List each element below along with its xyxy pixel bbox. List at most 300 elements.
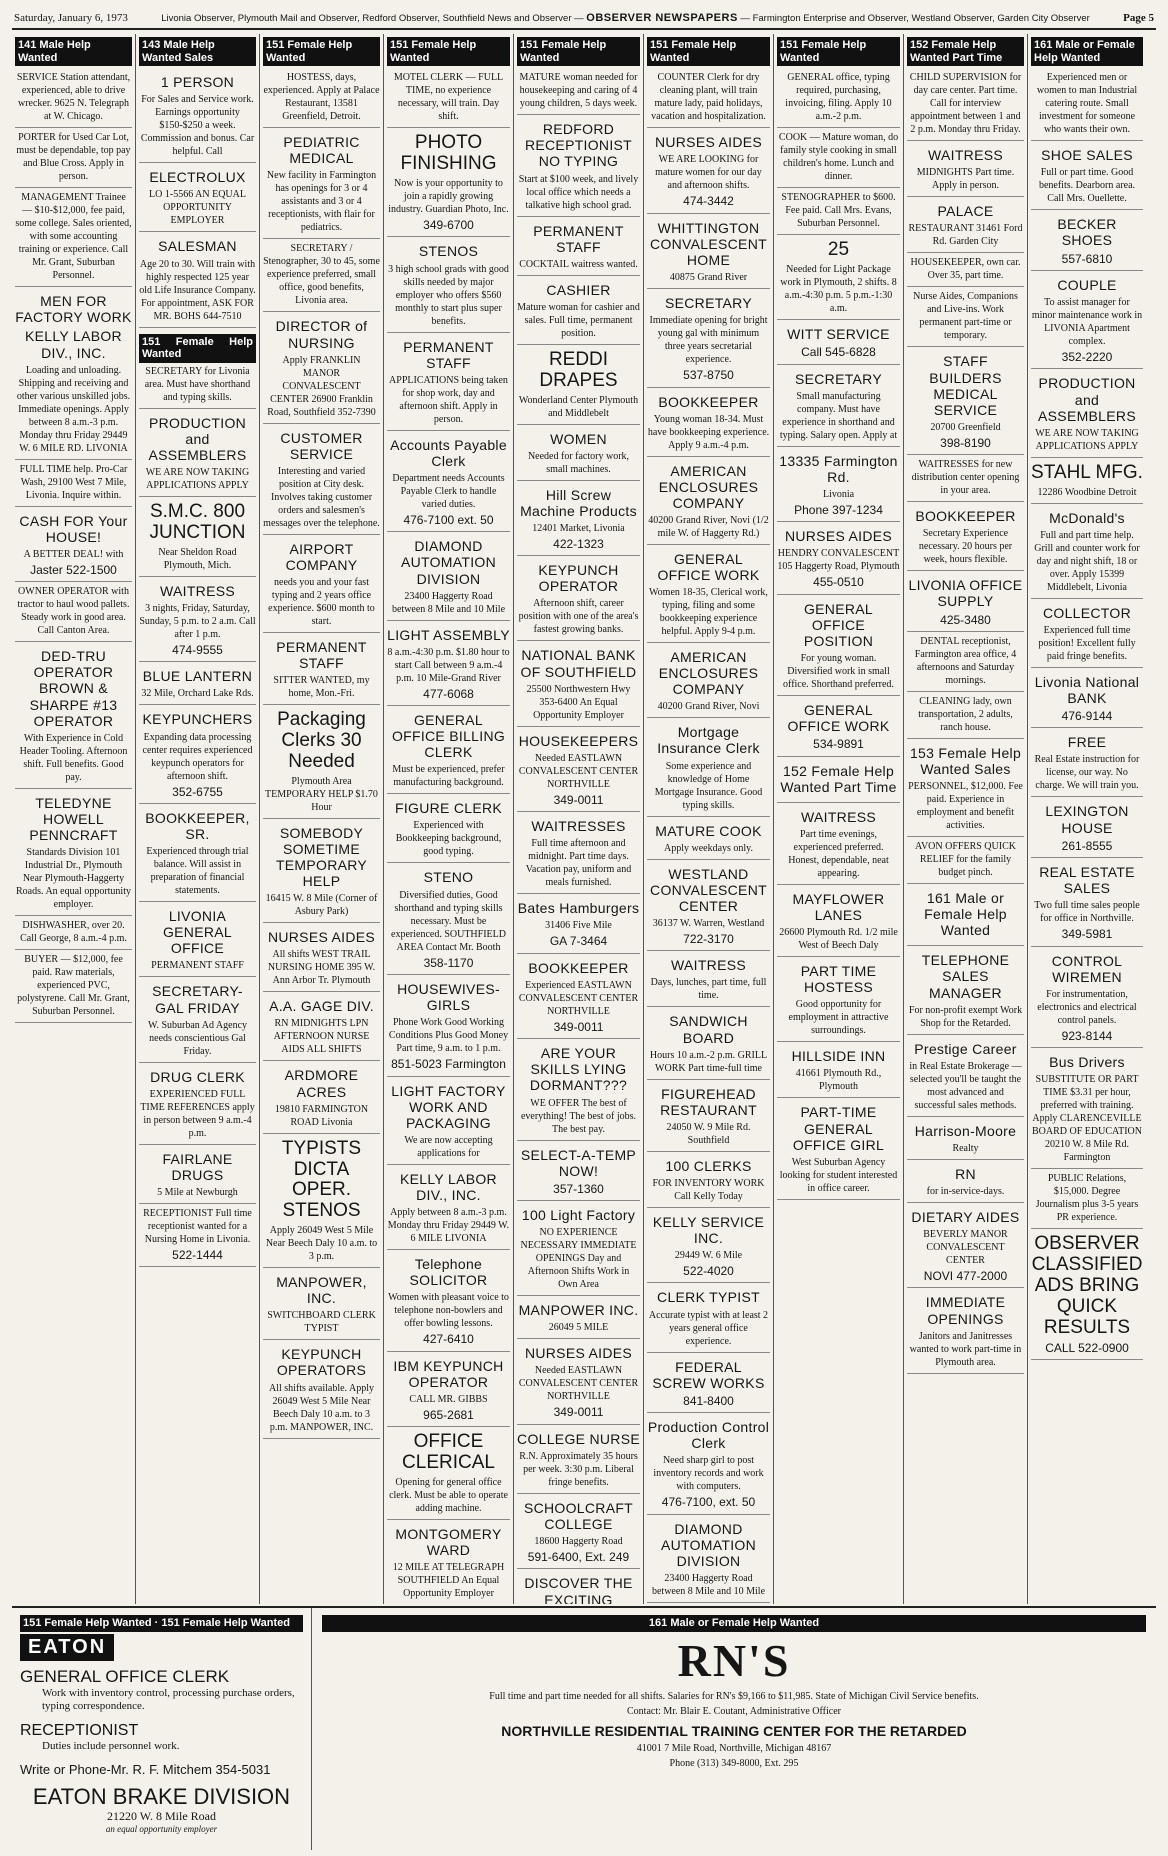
classified-ad	[387, 1250, 510, 1352]
ad-text: Experienced men or women to man Industrial catering route. Small investment for someone who wants their own.	[1036, 72, 1138, 136]
ad-phone: 358-1170	[423, 955, 474, 970]
ad-headline: Production Control Clerk	[647, 1419, 770, 1452]
ad-text: Full and part time help. Grill and counter work for day and night shift, 18 or over. Apply 15399 Middlebelt, Livonia	[1034, 529, 1140, 593]
ad-phone: 591-6400, Ext. 249	[527, 1550, 630, 1565]
ad-headline: CASHIER	[546, 281, 611, 298]
ad-text: DENTAL receptionist, Farmington area office, 4 afternoons and Saturday mornings.	[914, 635, 1017, 686]
classified-ad	[1031, 504, 1143, 599]
classified-ad	[907, 571, 1024, 632]
ad-text: R.N. Approximately 35 hours per week. 3:30 p.m. Liberal fringe benefits.	[519, 1450, 638, 1488]
ad-text: Experienced full time position! Excellent fully paid fringe benefits.	[1038, 624, 1136, 662]
classified-ad	[1031, 210, 1143, 271]
ad-headline: SALESMAN	[158, 238, 237, 255]
ad-phone: Phone 397-1234	[794, 502, 883, 517]
section-header: 141 Male Help Wanted	[15, 37, 132, 66]
ad-headline: BLUE LANTERN	[142, 668, 253, 685]
eaton-ad	[12, 1608, 312, 1850]
classified-ad	[907, 884, 1024, 946]
classified-ad	[517, 276, 640, 345]
ad-headline: GENERAL OFFICE BILLING CLERK	[391, 712, 506, 761]
ad-headline: BOOKKEEPER, SR.	[145, 809, 250, 843]
ad-text: 8 a.m.-4:30 p.m. $1.80 hour to start Call between 9 a.m.-4 p.m. 10 Mile-Grand River	[387, 646, 510, 684]
ad-text: COOK — Mature woman, do family style cooking in small children's home. Lunch and dinner.	[778, 132, 899, 183]
ad-headline: Accounts Payable Clerk	[390, 436, 507, 469]
classified-column	[12, 34, 136, 1604]
newspaper-page	[12, 8, 1156, 1848]
ad-phone: Jaster 522-1500	[30, 562, 117, 577]
classified-ad	[15, 188, 132, 287]
ad-text: Nurse Aides, Companions and Live-ins. Work permanent part-time or temporary.	[913, 291, 1018, 342]
classified-ad	[263, 1268, 380, 1340]
classified-ad	[517, 812, 640, 894]
section-header: 161 Male or Female Help Wanted	[1031, 37, 1143, 66]
classified-ad	[777, 522, 900, 594]
ad-text: Experienced with Bookkeeping background, good typing.	[395, 820, 502, 858]
ad-phone: 722-3170	[683, 931, 734, 946]
ad-text: SECRETARY for Livonia area. Must have shorthand and typing skills.	[144, 365, 251, 403]
ad-headline: NURSES AIDES	[654, 134, 763, 151]
ad-headline: 25	[827, 239, 850, 261]
classified-ad	[1031, 947, 1143, 1049]
ad-text: Days, lunches, part time, full time.	[650, 977, 767, 1002]
ad-headline: WOMEN	[550, 430, 607, 447]
ad-headline: KEYPUNCHERS	[142, 711, 253, 728]
ad-headline: Harrison-Moore	[914, 1122, 1017, 1139]
ad-text: COUNTER Clerk for dry cleaning plant, will train mature lady, paid holidays, vacation and hospitalization.	[651, 72, 766, 123]
classified-ad	[1031, 728, 1143, 797]
ad-text: All shifts WEST TRAIL NURSING HOME 395 W. Ann Arbor Tr. Plymouth	[267, 949, 376, 987]
classified-ad	[15, 789, 132, 916]
classified-ad	[517, 481, 640, 557]
ad-text: 24050 W. 9 Mile Rd. Southfield	[666, 1121, 751, 1146]
ad-headline: 1 PERSON	[160, 74, 235, 91]
ad-headline: Mortgage Insurance Clerk	[657, 724, 760, 757]
classified-ad	[139, 902, 256, 977]
ad-headline: McDonald's	[1049, 509, 1125, 526]
ad-phone: 841-8400	[683, 1393, 734, 1408]
ad-phone: 425-3480	[940, 612, 991, 627]
ad-text: 41661 Plymouth Rd., Plymouth	[795, 1068, 882, 1093]
ad-text: To assist manager for minor maintenance work in LIVONIA Apartment complex.	[1031, 297, 1143, 348]
classified-ad	[263, 633, 380, 705]
classified-ad	[387, 1427, 510, 1520]
classified-ad	[907, 68, 1024, 141]
ad-text: Realty	[952, 1142, 979, 1154]
ad-headline: WESTLAND CONVALESCENT CENTER	[650, 865, 767, 914]
ad-headline: CLERK TYPIST	[657, 1289, 760, 1306]
ad-text: Loading and unloading. Shipping and receiving and other various unskilled jobs. Immediate openings. Apply between 8 a.m.-3 p.m. Monday thru Friday 29449 W. 6 MILE RD. LIVONIA	[16, 364, 131, 454]
ad-headline: RN	[955, 1165, 976, 1182]
ad-headline: STENO	[423, 869, 474, 886]
ad-text: Start at $100 week, and lively local office which needs a talkative high school grad.	[518, 173, 639, 211]
ad-text: Wonderland Center Plymouth and Middlebelt	[518, 394, 639, 419]
ad-text: Accurate typist with at least 2 years general office experience.	[648, 1309, 769, 1347]
ad-headline: BOOKKEEPER	[658, 393, 759, 410]
ad-text: Livonia	[822, 488, 855, 500]
ad-headline: Packaging Clerks 30 Needed	[277, 709, 366, 772]
ad-text: We are now accepting applications for	[404, 1134, 493, 1159]
ad-text: Full time afternoon and midnight. Part time days. Vacation pay, uniform and meals furnished.	[525, 838, 632, 889]
ad-contact: Write or Phone-Mr. R. F. Mitchem 354-5031	[20, 1761, 271, 1777]
section-header: 143 Male Help Wanted Sales	[139, 37, 256, 66]
classified-ad	[263, 1134, 380, 1269]
ad-headline: PERMANENT STAFF	[533, 222, 624, 255]
section-header: 151 Female Help Wanted	[777, 37, 900, 66]
classified-ad	[907, 455, 1024, 502]
classified-ad	[647, 1353, 770, 1414]
ad-text: Interesting and varied position at City desk. Involves taking customer orders and salesmen's messages over the telephone.	[263, 465, 380, 529]
ad-phone: 476-7100, ext. 50	[661, 1495, 756, 1510]
ad-phone: 349-0011	[553, 1405, 604, 1420]
ad-address: 41001 7 Mile Road, Northville, Michigan 48167	[636, 1742, 832, 1754]
ad-text: A BETTER DEAL! with	[23, 548, 124, 560]
ad-headline: Livonia National BANK	[1034, 673, 1140, 706]
classified-ad	[517, 1425, 640, 1494]
section-header: 152 Female Help Wanted Part Time	[907, 37, 1024, 66]
ad-text: 5 Mile at Newburgh	[157, 1186, 238, 1198]
ad-phone: 534-9891	[813, 737, 864, 752]
ad-phone: 261-8555	[1061, 838, 1113, 853]
ad-headline: DIRECTOR of NURSING	[275, 318, 368, 351]
ad-text: in Real Estate Brokerage — selected you'll be taught the most advanced and successful sales methods.	[909, 1060, 1022, 1111]
ad-headline: WITT SERVICE	[787, 326, 890, 343]
ad-text: 26049 5 MILE	[548, 1322, 609, 1334]
classified-ad	[1031, 599, 1143, 668]
ad-text: Experienced EASTLAWN CONVALESCENT CENTER NORTHVILLE	[518, 979, 639, 1017]
ad-text: Now is your opportunity to join a rapidly growing industry. Guardian Photo, Inc.	[388, 178, 509, 216]
ad-headline: HOUSEKEEPERS	[518, 732, 639, 749]
section-header: 161 Male or Female Help Wanted	[322, 1615, 1146, 1632]
ad-footer: an equal opportunity employer	[105, 1824, 218, 1835]
classified-column	[136, 34, 260, 1604]
ad-headline: COLLECTOR	[1042, 604, 1132, 621]
ad-headline: GENERAL OFFICE WORK	[657, 550, 760, 583]
classified-ad	[777, 128, 900, 188]
ad-headline: REDDI DRAPES	[539, 348, 618, 391]
ad-phone: 965-2681	[423, 1407, 474, 1422]
classified-ad	[647, 214, 770, 289]
section-header: 151 Female Help Wanted	[263, 37, 380, 66]
classified-ad	[15, 287, 132, 459]
ad-headline: A.A. GAGE DIV.	[269, 998, 374, 1015]
ad-text: Some experience and knowledge of Home Mortgage Insurance. Good typing skills.	[654, 760, 763, 811]
classified-ad	[263, 1340, 380, 1438]
ad-headline: 100 CLERKS	[665, 1157, 752, 1174]
ad-headline: 161 Male or Female Help Wanted	[924, 890, 1007, 939]
classified-ad	[15, 916, 132, 950]
classified-column	[1028, 34, 1146, 1604]
ad-text: 12 MILE AT TELEGRAPH SOUTHFIELD An Equal Opportunity Employer	[392, 1562, 505, 1600]
classified-ad	[263, 1061, 380, 1133]
ad-text: COCKTAIL waitress wanted.	[519, 258, 638, 270]
ad-headline: LIGHT FACTORY WORK AND PACKAGING	[391, 1082, 506, 1131]
classified-ad	[263, 312, 380, 423]
ad-text: SECRETARY / Stenographer, 30 to 45, some experience preferred, small office, good benefits, Livonia area.	[263, 243, 380, 307]
ad-text: Duties include personnel work.	[42, 1740, 180, 1753]
section-header: 151 Female Help Wanted	[517, 37, 640, 66]
classified-ad	[907, 287, 1024, 347]
ad-phone: 522-1444	[172, 1247, 223, 1262]
ad-headline: SCHOOLCRAFT COLLEGE	[523, 1499, 634, 1532]
classified-ad	[1031, 141, 1143, 210]
classified-ad	[517, 68, 640, 115]
ad-text: FOR INVENTORY WORK Call Kelly Today	[652, 1177, 765, 1202]
classified-ad	[263, 535, 380, 633]
ad-headline: STAHL MFG.	[1031, 461, 1143, 483]
ad-headline: BOOKKEEPER	[915, 508, 1016, 525]
ad-headline: 13335 Farmington Rd.	[779, 452, 898, 485]
ad-headline: FREE	[1067, 734, 1107, 751]
ad-headline: MANPOWER, INC.	[276, 1274, 367, 1307]
rns-logo: RN'S	[677, 1634, 791, 1686]
ad-address: 21220 W. 8 Mile Road	[106, 1809, 216, 1824]
ad-text: For instrumentation, electronics and electrical control panels.	[1037, 988, 1137, 1026]
ad-headline: LIVONIA GENERAL OFFICE	[162, 908, 232, 957]
classified-ad	[517, 1339, 640, 1424]
classified-ad	[647, 951, 770, 1007]
ad-headline: SECRETARY	[795, 370, 882, 387]
ad-headline: S.M.C. 800 JUNCTION	[149, 501, 246, 544]
ad-headline: PERMANENT STAFF	[403, 338, 494, 371]
ad-text: Two full time sales people for office in Northville.	[1034, 900, 1140, 925]
classified-ad	[907, 141, 1024, 197]
classified-ad	[263, 819, 380, 923]
ad-text: OWNER OPERATOR with tractor to haul wood pallets. Steady work in good area. Call Canton Area.	[17, 586, 130, 637]
ad-headline: COLLEGE NURSE	[517, 1430, 640, 1447]
ad-headline: OFFICE CLERICAL	[402, 1431, 495, 1474]
classified-ad	[139, 705, 256, 803]
ad-text: PORTER for Used Car Lot, must be dependable, top pay and Blue Cross. Apply in person.	[16, 132, 131, 183]
ad-text: 20700 Greenfield	[930, 421, 1001, 433]
ad-headline: Prestige Career	[914, 1040, 1017, 1057]
ad-phone: 923-8144	[1061, 1028, 1113, 1043]
masthead	[12, 8, 1156, 30]
ad-text: All shifts available. Apply 26049 West 5 Mile Near Beech Daly 10 a.m. to 3 p.m. MANPOWER, INC.	[269, 1382, 374, 1433]
classified-ad	[263, 705, 380, 819]
classified-ad	[387, 1352, 510, 1428]
classified-ad	[387, 621, 510, 706]
ad-headline: HOUSEWIVES-GIRLS	[397, 980, 500, 1014]
ad-text: Immediate opening for bright young gal with minimum three years secretarial experience.	[649, 315, 768, 366]
ad-headline: PART TIME HOSTESS	[800, 963, 877, 996]
ad-headline: KELLY LABOR DIV., INC.	[400, 1170, 497, 1203]
classified-ad	[907, 692, 1024, 739]
ad-text: RESTAURANT 31461 Ford Rd. Garden City	[908, 223, 1023, 248]
ad-headline: SOMEBODY SOMETIME TEMPORARY HELP	[275, 824, 368, 890]
classified-ad	[777, 188, 900, 235]
ad-headline: WHITTINGTON CONVALESCENT HOME	[650, 219, 767, 268]
classified-ad	[139, 804, 256, 902]
ad-text: PUBLIC Relations, $15,000. Degree Journalism plus 3-5 years PR experience.	[1035, 1173, 1139, 1224]
ad-text: Work with inventory control, processing purchase orders, typing correspondence.	[42, 1686, 295, 1713]
ad-text: Young woman 18-34. Must have bookkeeping experience. Apply 9 a.m.-4 p.m.	[647, 413, 770, 451]
ad-headline: 100 Light Factory	[521, 1207, 636, 1224]
classified-ad	[263, 424, 380, 535]
ad-text: 29449 W. 6 Mile	[674, 1250, 743, 1262]
ad-phone: 476-7100 ext. 50	[403, 512, 494, 527]
ad-text: Small manufacturing company. Must have experience in shorthand and typing. Salary open. Apply at	[779, 390, 898, 441]
classified-ad	[907, 1160, 1024, 1203]
classified-ad	[907, 197, 1024, 253]
ad-text: 25500 Northwestern Hwy 353-6400 An Equal Opportunity Employer	[526, 683, 631, 721]
ad-phone: 851-5023 Farmington	[391, 1057, 506, 1072]
classified-ad	[517, 425, 640, 481]
ad-text: Janitors and Janitresses wanted to work part-time in Plymouth area.	[909, 1330, 1022, 1368]
classified-ad	[647, 860, 770, 952]
ad-text: CALL MR. GIBBS	[409, 1393, 488, 1405]
ad-headline: 152 Female Help Wanted Part Time	[780, 762, 897, 795]
ad-phone: 357-1360	[553, 1181, 604, 1196]
classified-ad	[517, 1039, 640, 1140]
classified-ad	[517, 115, 640, 216]
ad-headline: OBSERVER CLASSIFIED ADS BRING QUICK RESULTS	[1031, 1233, 1143, 1338]
ad-text: Apply FRANKLIN MANOR CONVALESCENT CENTER 26900 Franklin Road, Southfield 352-7390	[267, 354, 376, 418]
ad-headline: PRODUCTION and ASSEMBLERS	[1038, 375, 1136, 424]
ad-text: Department needs Accounts Payable Clerk to handle varied duties.	[392, 472, 505, 510]
classified-ad	[387, 68, 510, 128]
ad-headline: MANPOWER INC.	[518, 1302, 639, 1319]
ad-headline: LIVONIA OFFICE SUPPLY	[908, 577, 1023, 610]
classified-ad	[517, 217, 640, 276]
ad-text: Mature woman for cashier and sales. Full time, permanent position.	[517, 301, 640, 339]
classified-ad	[647, 643, 770, 718]
ad-phone: 352-6755	[172, 784, 223, 799]
ad-text: Apply weekdays only.	[663, 842, 754, 854]
classified-ad	[647, 545, 770, 643]
classified-column	[644, 34, 774, 1604]
classified-ad	[15, 460, 132, 507]
classified-ad	[387, 431, 510, 533]
classified-ad	[907, 1203, 1024, 1288]
classified-ad	[263, 239, 380, 312]
classified-ad	[387, 1520, 510, 1604]
ad-text: Phone Work Good Working Conditions Plus Good Money Part time, 9 a.m. to 1 p.m.	[388, 1017, 509, 1055]
ad-text: 40200 Grand River, Novi (1/2 mile W. of Haggerty Rd.)	[648, 514, 769, 539]
page-number: Page 5	[1123, 12, 1154, 24]
ad-phone: 349-6700	[423, 218, 474, 233]
ad-headline: NURSES AIDES	[267, 929, 376, 946]
classified-ad	[387, 975, 510, 1077]
classified-ad	[517, 1201, 640, 1296]
ad-headline: ARDMORE ACRES	[284, 1067, 359, 1100]
ad-phone: 522-4020	[683, 1264, 734, 1279]
ad-headline: MAYFLOWER LANES	[792, 890, 885, 924]
section-header: 151 Female Help Wanted	[647, 37, 770, 66]
ad-text: 19810 FARMINGTON ROAD Livonia	[274, 1103, 369, 1128]
ad-headline: TELEDYNE HOWELL PENNCRAFT	[29, 794, 118, 843]
ad-text: West Suburban Agency looking for student interested in office career.	[779, 1156, 898, 1194]
classified-ad	[139, 662, 256, 705]
ad-text: Needed for Light Package work in Plymouth, 2 shifts. 8 a.m.-4:30 p.m. 5 p.m.-1:30 a.m.	[780, 264, 897, 315]
ad-headline: FEDERAL SCREW WORKS	[652, 1358, 765, 1391]
classified-ad	[387, 128, 510, 237]
classified-ad	[647, 1283, 770, 1352]
ad-text: BEVERLY MANOR CONVALESCENT CENTER	[923, 1229, 1008, 1267]
ad-headline: COUPLE	[1057, 276, 1117, 293]
ad-headline: BOOKKEEPER	[528, 959, 629, 976]
ad-phone: 398-8190	[940, 435, 991, 450]
classified-ad	[777, 447, 900, 523]
ad-text: WAITRESSES for new distribution center opening in your area.	[911, 459, 1020, 497]
ad-headline: NURSES AIDES	[784, 528, 893, 545]
ad-headline: DIAMOND AUTOMATION DIVISION	[660, 1520, 757, 1569]
ad-headline: CONTROL WIREMEN	[1051, 952, 1123, 985]
ad-phone: 476-9144	[1061, 708, 1113, 723]
ad-headline: WAITRESS	[160, 582, 235, 599]
ad-text: SUBSTITUTE OR PART TIME $3.31 per hour, preferred with training. Apply CLARENCEVILLE BOARD OF EDUCATION 20210 W. 8 Mile Rd. Farmington	[1031, 1074, 1142, 1164]
classified-ad	[1031, 271, 1143, 369]
classified-ad	[139, 1145, 256, 1204]
classified-ad	[387, 706, 510, 794]
classified-ad	[647, 718, 770, 816]
ad-text: DISHWASHER, over 20. Call George, 8 a.m.-4 p.m.	[20, 919, 127, 944]
classified-ad	[387, 1077, 510, 1165]
classified-ad	[139, 497, 256, 577]
classified-ad	[907, 502, 1024, 571]
ad-headline: PALACE	[937, 203, 994, 220]
ad-text: FULL TIME help. Pro-Car Wash, 29100 West 7 Mile, Livonia. Inquire within.	[19, 463, 128, 501]
classified-ad	[517, 641, 640, 726]
ad-text: 23400 Haggerty Road between 8 Mile and 10 Mile	[651, 1573, 766, 1597]
classified-ad	[139, 1204, 256, 1267]
ad-text: Full or part time. Good benefits. Dearborn area. Call Mrs. Ouellette.	[1038, 167, 1136, 205]
classified-ad	[517, 954, 640, 1039]
ad-text: Must be experienced, prefer manufacturing background.	[392, 764, 505, 789]
ad-text: For young woman. Diversified work in small office. Shorthand preferred.	[783, 653, 894, 691]
classified-ad	[517, 1494, 640, 1570]
classified-ad	[777, 1098, 900, 1199]
classified-ad	[1031, 1169, 1143, 1229]
classified-ad	[15, 642, 132, 788]
classified-ad	[139, 163, 256, 232]
ad-headline: WAITRESS	[671, 957, 746, 974]
ad-text: HENDRY CONVALESCENT 105 Haggerty Road, Plymouth	[777, 548, 900, 573]
classified-ad	[647, 128, 770, 213]
ad-headline: SANDWICH BOARD	[669, 1013, 748, 1046]
ad-text: CLEANING lady, own transportation, 2 adults, ranch house.	[918, 695, 1013, 733]
ad-title: GENERAL OFFICE CLERK	[20, 1666, 230, 1686]
classified-ad	[1031, 458, 1143, 504]
classified-ad	[907, 946, 1024, 1034]
classified-ad	[777, 957, 900, 1042]
ad-text: WE ARE NOW TAKING APPLICATIONS APPLY	[145, 467, 250, 492]
section-header: 151 Female Help Wanted	[387, 37, 510, 66]
ad-headline: HILLSIDE INN	[791, 1048, 886, 1065]
ad-text: SWITCHBOARD CLERK TYPIST	[267, 1310, 376, 1335]
ad-text: 26600 Plymouth Rd. 1/2 mile West of Beech Daly	[779, 927, 898, 952]
ad-headline: Bus Drivers	[1049, 1054, 1125, 1071]
classified-ad	[263, 923, 380, 992]
classified-ad	[517, 1141, 640, 1202]
classified-ad	[647, 457, 770, 545]
ad-phone: 422-1323	[553, 536, 604, 551]
ad-text: RECEPTIONIST Full time receptionist wanted for a Nursing Home in Livonia.	[143, 1207, 252, 1245]
classified-column	[514, 34, 644, 1604]
ad-headline: SECRETARY	[665, 295, 752, 312]
ad-headline: PERMANENT STAFF	[276, 639, 367, 672]
ad-headline: CUSTOMER SERVICE	[280, 429, 363, 462]
ad-headline: GENERAL OFFICE WORK	[787, 702, 890, 735]
ad-headline: KELLY LABOR DIV., INC.	[25, 328, 122, 361]
ad-text: Need sharp girl to post inventory records and work with computers.	[653, 1455, 764, 1493]
ad-headline: TELEPHONE SALES MANAGER	[921, 952, 1010, 1001]
classified-ad	[1031, 68, 1143, 141]
section-header: 151 Female Help Wanted · 151 Female Help Wanted	[20, 1615, 303, 1632]
ad-title: RECEPTIONIST	[20, 1722, 139, 1740]
ad-phone: GA 7-3464	[549, 934, 608, 949]
ad-text: RN MIDNIGHTS LPN AFTERNOON NURSE AIDS ALL SHIFTS	[273, 1018, 370, 1056]
classified-ad	[1031, 668, 1143, 729]
